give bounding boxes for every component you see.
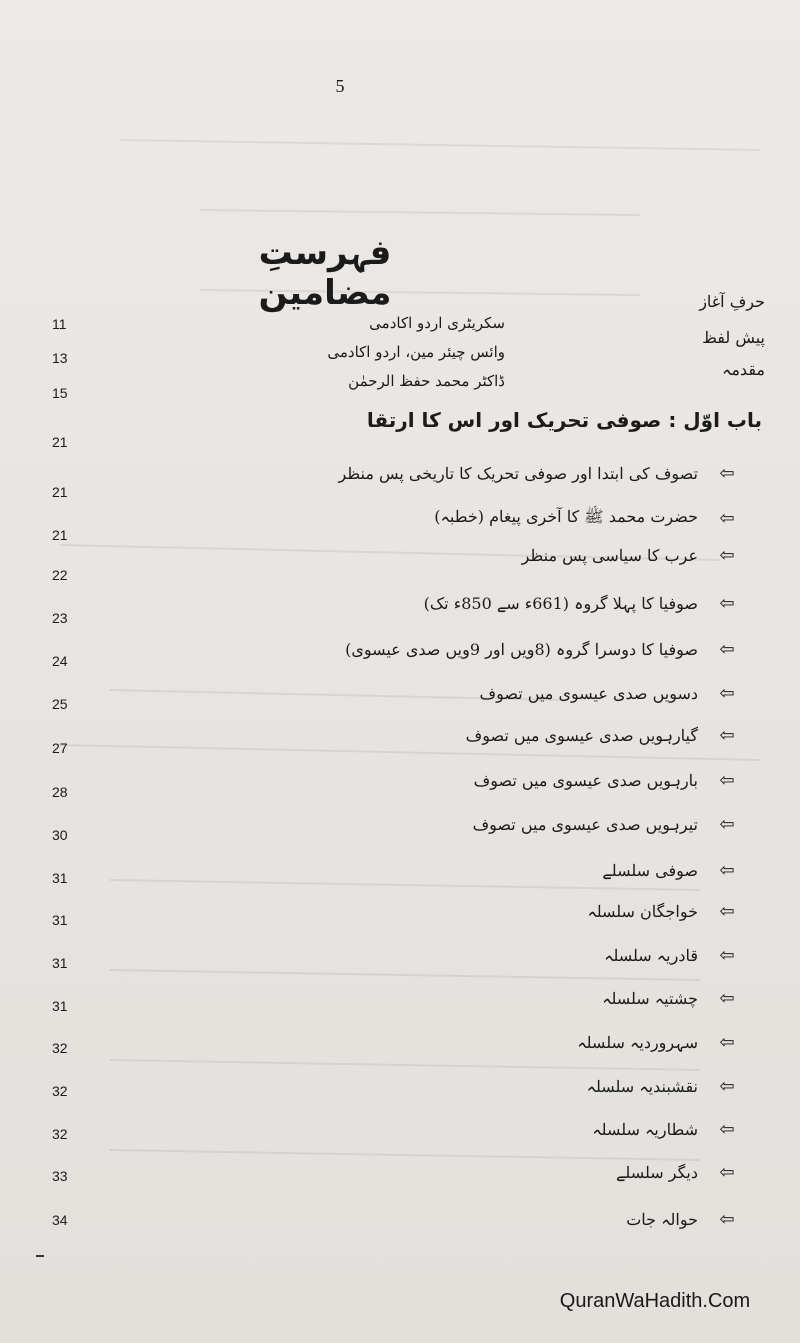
toc-entry-label: صوفیا کا پہلا گروہ (661ء سے 850ء تک) [423,593,698,613]
arrow-icon: ⇦ [719,987,735,1009]
page-ref: 13 [52,350,68,366]
intro-author-introduction: ڈاکٹر محمد حفظ الرحمٰن [348,372,505,390]
toc-entry[interactable] [322,767,742,793]
page-ref: 31 [52,870,68,886]
toc-entry[interactable] [322,898,742,924]
toc-entry-label: چشتیہ سلسلہ [602,988,698,1008]
page-ref: 32 [52,1040,68,1056]
page-ref: 24 [52,653,68,669]
page-number: 5 [335,76,345,96]
toc-entry[interactable] [322,857,742,883]
toc-entry[interactable] [322,680,742,706]
intro-author-preface: سکریٹری اردو اکادمی [369,314,505,332]
toc-entry[interactable] [322,942,742,968]
toc-entry-label: شطاریہ سلسلہ [592,1119,698,1139]
arrow-icon: ⇦ [719,1208,735,1230]
chapter-page-ref: 21 [52,434,68,450]
arrow-icon: ⇦ [719,900,735,922]
intro-author-foreword: وائس چیئر مین، اردو اکادمی [327,343,505,361]
arrow-icon: ⇦ [719,1075,735,1097]
page-title: فہرستِ مضامین [258,233,392,313]
toc-entry-label: صوفیا کا دوسرا گروہ (8ویں اور 9ویں صدی عیسوی) [345,639,698,659]
page-ref: 32 [52,1083,68,1099]
toc-entry-label: حوالہ جات [626,1209,698,1229]
page-ref: 27 [52,740,68,756]
toc-entry-label: دسویں صدی عیسوی میں تصوف [479,683,698,703]
toc-entry[interactable] [322,1159,742,1185]
toc-entry-label: گیارہویں صدی عیسوی میں تصوف [465,725,698,745]
arrow-icon: ⇦ [719,769,735,791]
toc-entry-label: قادریہ سلسلہ [604,945,698,965]
page-ref: 15 [52,385,68,401]
toc-entry-label: خواجگان سلسلہ [587,901,698,921]
toc-entry[interactable] [322,985,742,1011]
toc-entry-label: حضرت محمد ﷺ کا آخری پیغام (خطبہ) [434,506,698,526]
toc-entry-label: صوفی سلسلے [602,860,698,880]
page-ref: 21 [52,484,68,500]
toc-entry-label: بارہویں صدی عیسوی میں تصوف [473,770,698,790]
intro-label-foreword: پیش لفظ [702,328,765,347]
page-ref: 31 [52,955,68,971]
arrow-icon: ⇦ [719,462,735,484]
intro-label-preface: حرفِ آغاز [699,292,765,311]
page-ref: 30 [52,827,68,843]
arrow-icon: ⇦ [719,724,735,746]
page-ref: 33 [52,1168,68,1184]
page-ref: 22 [52,567,68,583]
chapter-heading: باب اوّل : صوفی تحریک اور اس کا ارتقا [366,408,762,432]
toc-entry-label: نقشبندیہ سلسلہ [586,1076,698,1096]
toc-entry-label: دیگر سلسلے [616,1162,698,1182]
watermark: QuranWaHadith.Com [559,1290,751,1312]
page-ref: 11 [52,316,67,332]
intro-label-introduction: مقدمہ [721,360,765,379]
page-ref: 21 [52,527,68,543]
page-ref: 25 [52,696,68,712]
arrow-icon: ⇦ [719,1118,735,1140]
arrow-icon: ⇦ [719,592,735,614]
toc-entry[interactable] [322,590,742,616]
toc-entry-label: تصوف کی ابتدا اور صوفی تحریک کا تاریخی پس منظر [338,463,698,483]
toc-entry[interactable] [322,811,742,837]
page-ref: 23 [52,610,68,626]
toc-entry[interactable] [322,460,742,486]
toc-entry[interactable] [322,542,742,568]
toc-entry[interactable] [322,1073,742,1099]
toc-entry-label: سہروردیہ سلسلہ [577,1032,698,1052]
arrow-icon: ⇦ [719,544,735,566]
arrow-icon: ⇦ [719,638,735,660]
arrow-icon: ⇦ [719,944,735,966]
toc-entry-label: تیرہویں صدی عیسوی میں تصوف [472,814,698,834]
arrow-icon: ⇦ [719,507,735,529]
arrow-icon: ⇦ [719,859,735,881]
arrow-icon: ⇦ [719,813,735,835]
arrow-icon: ⇦ [719,1161,735,1183]
page-ref: 31 [52,912,68,928]
page-ref: 28 [52,784,68,800]
toc-entry-label: عرب کا سیاسی پس منظر [521,545,698,565]
toc-entry[interactable] [322,636,742,662]
page-ref: 34 [52,1212,68,1228]
toc-entry[interactable] [322,1206,742,1232]
arrow-icon: ⇦ [719,682,735,704]
toc-entry[interactable] [322,1116,742,1142]
margin-mark [36,1255,44,1257]
page-ref: 31 [52,998,68,1014]
arrow-icon: ⇦ [719,1031,735,1053]
page-ref: 32 [52,1126,68,1142]
toc-entry[interactable] [322,505,742,531]
toc-entry[interactable] [322,1029,742,1055]
toc-entry[interactable] [322,722,742,748]
